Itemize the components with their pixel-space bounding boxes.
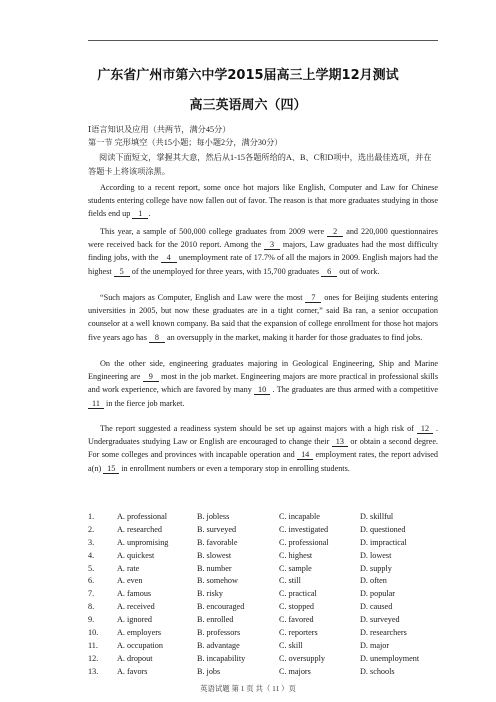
option-c: C. stopped [279,602,315,612]
option-b: B. number [197,563,232,573]
question-number: 5. [88,563,95,573]
option-a: A. quickest [117,550,155,560]
question-number: 3. [88,537,95,547]
option-d: D. caused [360,602,393,612]
blank-11: 11 [88,399,104,409]
option-b: B. slowest [197,550,232,560]
option-d: D. researchers [360,628,407,638]
blank-2: 2 [327,227,343,237]
blank-14: 14 [297,450,313,460]
passage-paragraph-2 [88,225,438,278]
passage-text: . Undergraduates studying Law or English are encouraged to change their [88,424,439,447]
passage-text: or obtain a second degree. For some colleges and provinces with incapable operation and [88,437,439,460]
option-c: C. reporters [279,628,318,638]
question-number: 13. [88,666,99,676]
option-a: A. professional [117,512,168,521]
option-c: C. investigated [279,524,329,534]
passage-text: “Such majors as Computer, English and Law were the most [100,293,303,302]
option-d: D. unemployment [360,653,420,663]
option-c: C. professional [279,537,329,547]
question-number: 1. [88,512,95,521]
option-row [88,628,438,641]
option-d: D. impractical [360,537,407,547]
option-row [88,538,438,551]
blank-15: 15 [103,464,119,474]
question-number: 2. [88,524,95,534]
passage-text: of the unemployed for three years, with 15,700 graduates [131,266,320,276]
option-row [88,667,438,680]
passage-text: . [148,209,151,219]
blank-7: 7 [305,293,321,303]
question-number: 12. [88,653,99,663]
blank-8: 8 [149,333,165,343]
option-row [88,525,438,538]
option-d: D. questioned [360,524,406,534]
option-b: B. somehow [197,576,238,586]
blank-5: 5 [114,267,130,277]
document-subtitle: 高三英语周六（四） [189,98,307,113]
option-row [88,512,438,525]
passage-text: This year, a sample of 500,000 college graduates from 2009 were [100,227,325,236]
option-row [88,589,438,602]
option-c: C. oversupply [279,653,325,663]
option-a: A. dropout [117,653,153,663]
option-row [88,551,438,564]
section-heading: 第一节 完形填空（共15小题；每小题2分，满分30分） [88,138,283,147]
blank-13: 13 [332,437,348,447]
option-c: C. sample [279,563,312,573]
option-c: C. skill [279,640,303,650]
question-number: 8. [88,602,95,612]
option-b: B. encouraged [197,602,245,612]
passage-text: an oversupply in the market, making it harder for those graduates to find jobs. [166,332,423,342]
option-row [88,576,438,589]
document-title: 广东省广州市第六中学2015届高三上学期12月测试 [97,68,399,83]
blank-10: 10 [254,385,270,395]
passage-text: and 220,000 questionnaires were received back for the 2010 report. Among the [88,227,438,250]
option-c: C. incapable [279,512,320,521]
option-a: A. received [117,602,155,612]
passage-text: in enrollment numbers or even a temporary stop in enrolling students. [121,463,350,473]
option-b: B. surveyed [197,524,237,534]
passage-text: According to a recent report, some once hot majors like English, Computer and Law for Chinese students entering college have now fallen out of favor. The reason is that more graduates studying in those fields end up [88,183,438,219]
passage-text: majors, Law graduates had the most difficulty finding jobs, with the [88,240,438,263]
question-number: 10. [88,628,99,638]
instructions-line-1: 阅读下面短文，掌握其大意，然后从1-15各题所给的A、B、C和D项中，选出最佳选项，并在 [99,153,432,162]
option-b: B. professors [197,628,241,638]
question-number: 7. [88,589,95,599]
option-b: B. risky [197,589,223,599]
option-b: B. favorable [197,537,238,547]
option-a: A. ignored [117,615,153,625]
passage-text: On the other side, engineering graduates majoring in Geological Engineering, Ship and Marine Engineering are [88,359,438,382]
page-footer: 英语试题 第 1 页 共（ 11 ）页 [200,684,296,693]
option-row [88,654,438,667]
option-b: B. advantage [197,640,240,650]
option-a: A. employers [117,628,162,638]
option-d: D. lowest [360,550,392,560]
blank-6: 6 [321,267,337,277]
option-d: D. supply [360,563,392,573]
option-a: A. occupation [117,640,163,650]
passage-paragraph-3 [88,291,438,344]
option-row [88,615,438,628]
option-a: A. even [117,576,143,586]
option-b: B. incapability [197,653,246,663]
instructions-line-2: 答题卡上将该项涂黑。 [88,167,170,176]
option-d: D. schools [360,666,395,676]
option-c: C. highest [279,550,313,560]
option-a: A. rate [117,563,140,573]
option-row [88,641,438,654]
option-c: C. majors [279,666,311,676]
question-number: 9. [88,615,95,625]
option-c: C. favored [279,615,314,625]
option-b: B. jobless [197,512,230,521]
blank-4: 4 [161,253,177,263]
option-a: A. researched [117,524,163,534]
passage-paragraph-4 [88,357,438,410]
question-number: 6. [88,576,95,586]
part-heading: Ⅰ语言知识及应用（共两节，满分45分） [88,125,231,134]
option-a: A. unpromising [117,537,169,547]
passage-text: out of work. [339,266,380,276]
option-a: A. favors [117,666,148,676]
passage-text: The report suggested a readiness system should be set up against majors with a high risk of [100,424,414,433]
option-b: B. jobs [197,666,221,676]
option-c: C. practical [279,589,317,599]
passage-text: most in the job market. Engineering majors are more practical in professional skills and work experience, which are favored by many [88,372,439,395]
blank-12: 12 [417,424,433,434]
passage-text: employment rates, the report advised a(n) [88,450,439,473]
passage-text: in the fierce job market. [106,398,185,408]
answer-options-table [88,512,438,680]
option-b: B. enrolled [197,615,234,625]
option-d: D. skillful [360,512,394,521]
blank-1: 1 [132,209,148,219]
passage-text: ones for Beijing students entering universities in 2005, but now these graduates are in a tight corner,” said Ba ran, a senior occupation counselor at a well known company. Ba said that the expansion of college enrollment for those hot majors five years ago has [88,293,438,342]
blank-9: 9 [143,372,159,382]
option-row [88,564,438,577]
passage-text: unemployment rate of 17.7% of all the majors in 2009. English majors had the highest [88,253,439,276]
option-d: D. major [360,640,390,650]
blank-3: 3 [264,240,280,250]
option-d: D. popular [360,589,396,599]
passage-paragraph-1 [88,181,438,221]
option-d: D. surveyed [360,615,400,625]
passage-text: . The graduates are thus armed with a competitive [272,385,439,395]
header-rule [88,40,438,41]
option-d: D. often [360,576,387,586]
question-number: 4. [88,550,95,560]
option-row [88,602,438,615]
question-number: 11. [88,640,98,650]
option-a: A. famous [117,589,152,599]
option-c: C. still [279,576,301,586]
passage-paragraph-5 [88,422,438,475]
